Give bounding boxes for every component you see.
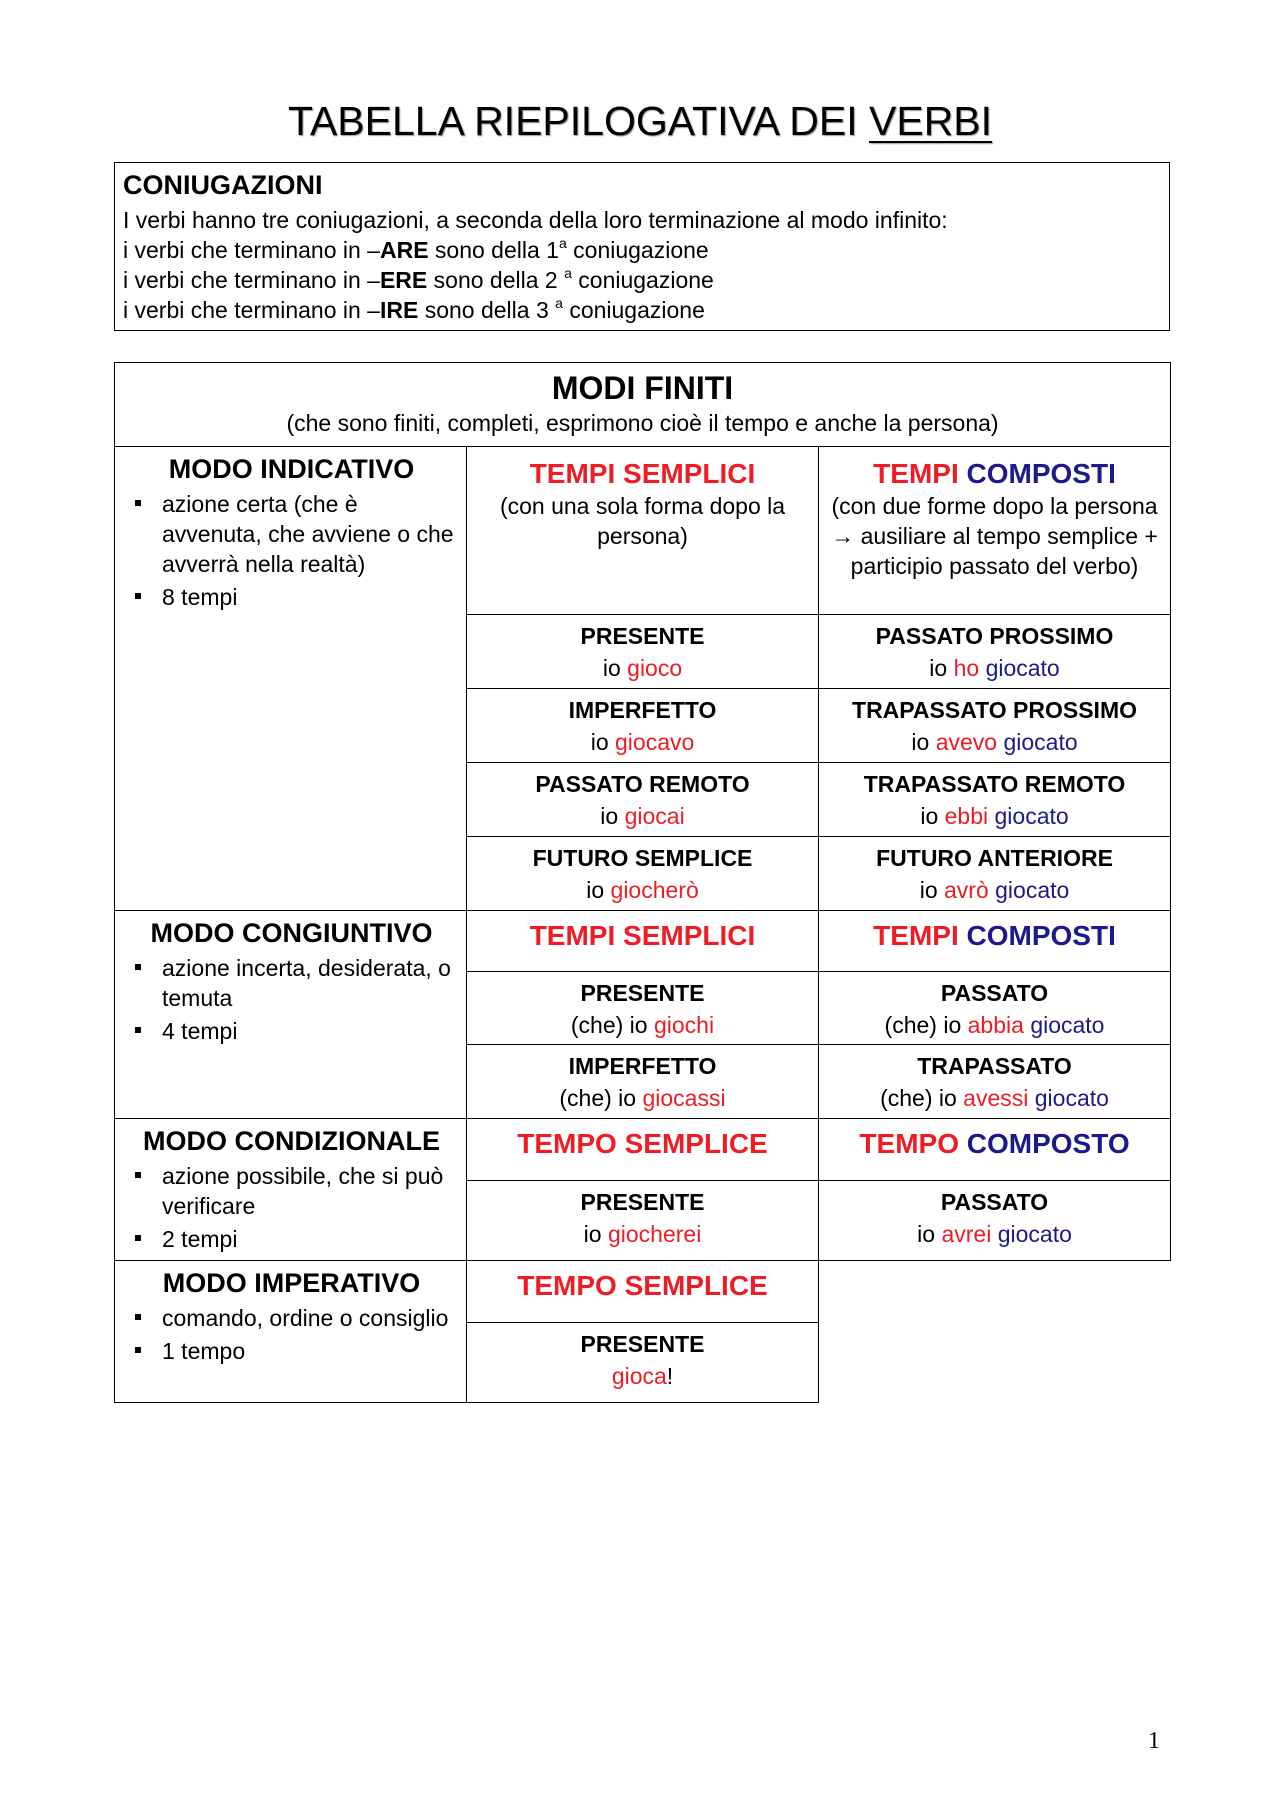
header-word: SEMPLICE [624,1270,768,1301]
bullet-item: azione incerta, desiderata, o temuta [123,953,460,1013]
simple-tense-cell [467,837,819,911]
form-subject: (che) io [880,1085,964,1111]
finite-modes-header [115,363,1171,447]
page-number: 1 [1148,1728,1160,1754]
empty-cell [819,1261,1171,1403]
form-subject: io [929,655,954,681]
conjugation-line [123,295,1161,325]
mode-indicativo [115,447,467,911]
simple-tense-cell [467,1045,819,1119]
line-middle: sono della 1 [428,237,559,263]
form-verb: giocassi [642,1085,726,1111]
bullet-item: azione certa (che è avvenuta, che avviene o che avverrà nella realtà) [123,489,460,579]
line-prefix: i verbi che terminano in – [123,297,380,323]
tense-form [467,799,818,833]
line-sup: a [555,295,563,311]
line-sup: a [558,235,567,251]
form-subject: (che) io [884,1012,968,1038]
tense-form [819,1217,1170,1251]
mode-bullets [123,1303,460,1366]
mode-condizionale [115,1119,467,1261]
tense-name: TRAPASSATO PROSSIMO [852,697,1137,723]
simple-tenses-title [467,449,818,491]
form-auxiliary: ho [953,655,980,681]
finite-modes-subtitle: (che sono finiti, completi, esprimono cioè il tempo e anche la persona) [286,410,999,436]
simple-tense-cell [467,689,819,763]
form-subject: io [586,877,611,903]
header-word: COMPOSTI [966,458,1116,489]
finite-modes-table [114,362,1171,1403]
form-subject: (che) io [559,1085,643,1111]
conjugation-line [123,235,1161,265]
header-word: COMPOSTO [966,1128,1130,1159]
simple-tenses-note: (con una sola forma dopo la persona) [499,493,786,549]
header-word: TEMPO [859,1128,959,1159]
form-verb: giocherei [607,1221,702,1247]
header-word: TEMPO [517,1270,617,1301]
form-verb: giocherò [610,877,699,903]
form-subject: io [911,729,936,755]
line-suffix: coniugazione [571,267,714,293]
mode-imperativo [115,1261,467,1403]
tense-form [467,1359,818,1393]
form-participle: giocato [995,877,1070,903]
tense-form [819,1008,1170,1042]
form-subject: io [583,1221,608,1247]
bullet-item: 8 tempi [123,582,460,612]
line-ending: ERE [379,267,428,293]
tense-form [819,725,1170,759]
compound-tense-cell [819,1045,1171,1119]
form-auxiliary: avevo [935,729,998,755]
form-subject: io [602,655,628,681]
form-subject: io [600,803,625,829]
line-prefix: i verbi che terminano in – [123,267,380,293]
form-participle: giocato [985,655,1060,681]
tense-name: PASSATO REMOTO [535,771,750,797]
tense-form [819,873,1170,907]
form-verb: giocai [624,803,685,829]
tense-form [819,1081,1170,1115]
form-participle: giocato [1034,1085,1109,1111]
page-title [0,98,1280,145]
tense-form [467,1081,818,1115]
form-auxiliary: abbia [967,1012,1024,1038]
compound-tense-cell [819,763,1171,837]
form-subject: io [590,729,615,755]
compound-tenses-header [819,447,1171,615]
finite-modes-title: MODI FINITI [551,370,734,406]
header-word: TEMPO [517,1128,617,1159]
tense-name: FUTURO ANTERIORE [876,845,1113,871]
conjugations-intro: I verbi hanno tre coniugazioni, a seconda della loro terminazione al modo infinito: [123,207,948,233]
simple-tense-cell [467,1181,819,1261]
compound-tense-header [819,1119,1171,1181]
form-auxiliary: avessi [963,1085,1029,1111]
mode-name: MODO IMPERATIVO [162,1268,421,1298]
line-suffix: coniugazione [566,237,709,263]
form-subject: io [920,803,945,829]
compound-tense-cell [819,615,1171,689]
header-word: TEMPI [873,458,959,489]
tense-name: PASSATO [940,980,1049,1006]
mode-bullets [123,489,460,612]
conjugations-box [114,162,1170,331]
title-underlined: VERBI [869,98,993,144]
bullet-item: azione possibile, che si può verificare [123,1161,460,1221]
tense-name: IMPERFETTO [568,1053,717,1079]
mode-name: MODO CONDIZIONALE [143,1126,440,1156]
form-subject: io [919,877,944,903]
form-verb: giochi [653,1012,715,1038]
bullet-item: 4 tempi [123,1016,460,1046]
header-word: TEMPI [529,458,616,489]
simple-tense-cell [467,615,819,689]
tense-form [467,1008,818,1042]
title-text: TABELLA RIEPILOGATIVA DEI [287,98,869,144]
tense-form [819,799,1170,833]
simple-tense-header [467,1119,819,1181]
form-punctuation: ! [666,1363,674,1389]
form-participle: giocato [994,803,1069,829]
tense-form [467,651,818,685]
header-word: SEMPLICI [623,458,756,489]
form-participle: giocato [1030,1012,1105,1038]
form-auxiliary: avrei [941,1221,992,1247]
mode-bullets [123,1161,460,1254]
simple-tenses-header [467,447,819,615]
line-prefix: i verbi che terminano in – [123,237,380,263]
simple-tense-cell [467,1323,819,1403]
tense-name: IMPERFETTO [568,697,717,723]
tense-form [467,725,818,759]
line-middle: sono della 2 [427,267,565,293]
compound-tenses-title [819,449,1170,491]
compound-tense-cell [819,972,1171,1045]
simple-tense-cell [467,972,819,1045]
form-subject: (che) io [570,1012,654,1038]
tense-name: PASSATO [940,1189,1049,1215]
mode-name: MODO CONGIUNTIVO [150,918,433,948]
tense-name: TRAPASSATO [917,1053,1072,1079]
mode-name: MODO INDICATIVO [168,454,415,484]
mode-congiuntivo [115,911,467,1119]
form-verb: gioca [611,1363,667,1389]
header-word: SEMPLICI [623,920,756,951]
form-verb: gioco [627,655,683,681]
form-auxiliary: ebbi [944,803,989,829]
line-ending: IRE [379,297,419,323]
header-word: TEMPI [529,920,616,951]
tense-name: PRESENTE [580,1189,705,1215]
compound-tense-cell [819,837,1171,911]
tense-name: PASSATO PROSSIMO [875,623,1114,649]
line-sup: a [564,265,572,281]
header-word: TEMPI [873,920,959,951]
compound-tenses-header [819,911,1171,972]
form-participle: giocato [1003,729,1078,755]
simple-tense-header [467,1261,819,1323]
form-participle: giocato [997,1221,1072,1247]
line-ending: ARE [379,237,429,263]
bullet-item: comando, ordine o consiglio [123,1303,460,1333]
header-word: SEMPLICE [624,1128,768,1159]
line-suffix: coniugazione [562,297,705,323]
tense-form [467,1217,818,1251]
compound-tenses-note: (con due forme dopo la persona → ausiliare al tempo semplice + participio passato del verbo) [831,493,1158,579]
form-subject: io [917,1221,942,1247]
tense-form [467,873,818,907]
simple-tense-cell [467,763,819,837]
simple-tenses-header [467,911,819,972]
tense-name: TRAPASSATO REMOTO [863,771,1126,797]
header-word: COMPOSTI [966,920,1116,951]
tense-name: PRESENTE [580,623,705,649]
compound-tense-cell [819,689,1171,763]
line-middle: sono della 3 [418,297,556,323]
form-auxiliary: avrò [944,877,989,903]
bullet-item: 2 tempi [123,1224,460,1254]
compound-tense-cell [819,1181,1171,1261]
tense-form [819,651,1170,685]
conjugations-heading: CONIUGAZIONI [123,170,323,200]
conjugation-line [123,265,1161,295]
tense-name: PRESENTE [580,980,705,1006]
tense-name: PRESENTE [580,1331,705,1357]
mode-bullets [123,953,460,1046]
tense-name: FUTURO SEMPLICE [532,845,753,871]
bullet-item: 1 tempo [123,1336,460,1366]
form-verb: giocavo [615,729,695,755]
